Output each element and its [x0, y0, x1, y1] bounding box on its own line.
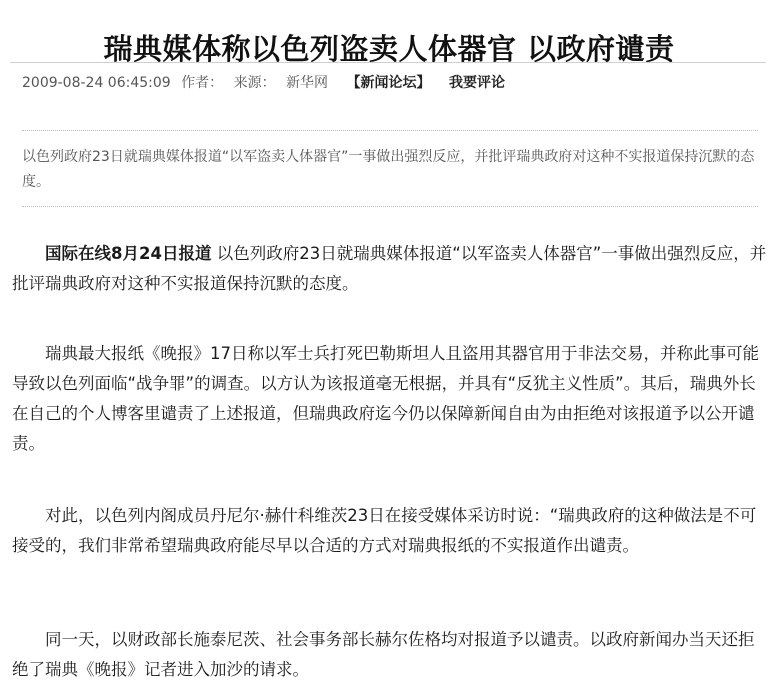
- article-paragraph: 同一天，以财政部长施泰尼茨、社会事务部长赫尔佐格均对报道予以谴责。以政府新闻办当天还拒绝了瑞典《晚报》记者进入加沙的请求。: [12, 630, 755, 679]
- title-divider: [10, 62, 766, 63]
- article-summary: 以色列政府23日就瑞典媒体报道“以军盗卖人体器官”一事做出强烈反应，并批评瑞典政府对这种不实报道保持沉默的态度。: [22, 149, 755, 190]
- article-paragraph: 瑞典最大报纸《晚报》17日称以军士兵打死巴勒斯坦人且盗用其器官用于非法交易，并称此事可能导致以色列面临“战争罪”的调查。以方认为该报道毫无根据，并具有“反犹主义性质”。其后，瑞典外长在自己的个人博客里谴责了上述报道，但瑞典政府迄今仍以保障新闻自由为由拒绝对该报道予以公开谴责。: [12, 344, 759, 453]
- author-label: 作者：: [181, 75, 224, 91]
- comment-link[interactable]: 我要评论: [448, 75, 505, 91]
- article-meta: [22, 72, 511, 92]
- summary-top-divider: [22, 130, 758, 131]
- dateline: 国际在线8月24日报道: [45, 244, 212, 263]
- article-paragraph: 对此，以色列内阁成员丹尼尔·赫什科维茨23日在接受媒体采访时说：“瑞典政府的这种做法是不可接受的，我们非常希望瑞典政府能尽早以合适的方式对瑞典报纸的不实报道作出谴责。: [12, 506, 757, 555]
- news-forum-link[interactable]: 【新闻论坛】: [346, 75, 431, 91]
- article-paragraph: [12, 239, 770, 299]
- article-title: 瑞典媒体称以色列盗卖人体器官 以政府谴责: [103, 32, 675, 67]
- paragraph-text: 以色列政府23日就瑞典媒体报道“以军盗卖人体器官”一事做出强烈反应，并批评瑞典政府对这种不实报道保持沉默的态度。: [12, 244, 767, 293]
- source-name: 新华网: [286, 75, 329, 91]
- summary-bottom-divider: [22, 206, 758, 207]
- source-label: 来源：: [233, 75, 276, 91]
- publish-datetime: 2009-08-24 06:45:09: [22, 75, 171, 91]
